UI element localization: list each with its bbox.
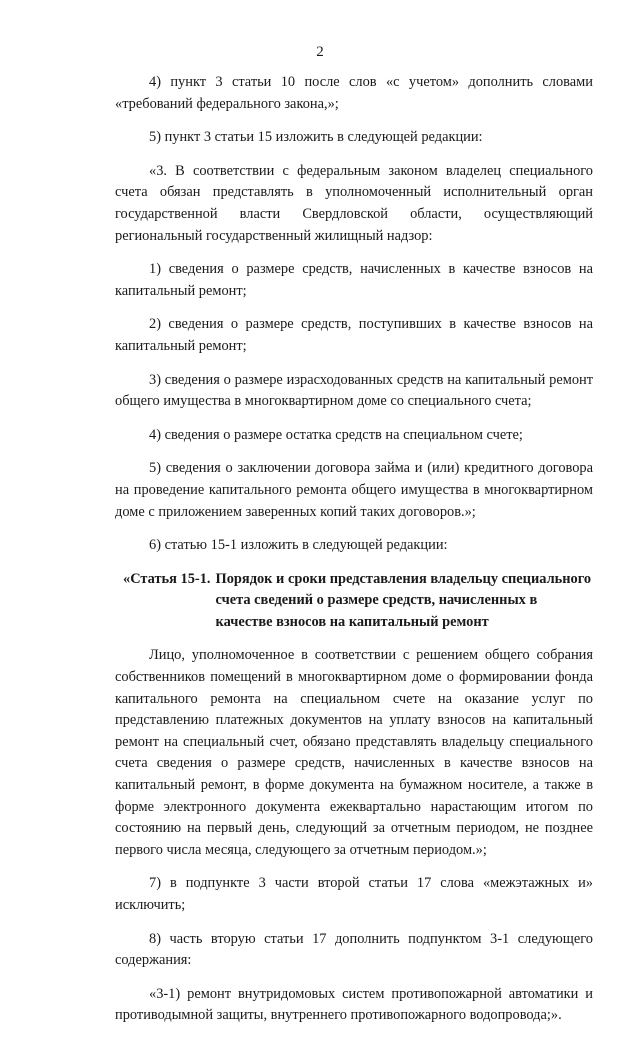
article-heading	[115, 569, 593, 634]
paragraph-article-15-1-body: Лицо, уполномоченное в соответствии с решением общего собрания собственников помещений в многоквартирном доме о формировании фонда капитального ремонта на специальном счете на оказание услуг по представлению платежных документов на уплату взносов на капитальный ремонт на специальный счет, обязано представлять владельцу специального счета сведения о размере средств, начисленных в качестве взносов на капитальный ремонт, в форме документа на бумажном носителе, а также в форме электронного документа ежеквартально нарастающим итогом по состоянию на первый день, следующий за отчетным периодом, не позднее первого числа месяца, следующего за отчетным периодом.»;	[115, 647, 593, 858]
paragraph-item-7: 7) в подпункте 3 части второй статьи 17 слова «межэтажных и» исключить;	[115, 875, 593, 913]
paragraph-item-5: 5) пункт 3 статьи 15 изложить в следующей редакции:	[149, 129, 483, 146]
paragraph-item-4: 4) пункт 3 статьи 10 после слов «с учетом» дополнить словами «требований федерального закона,»;	[115, 74, 593, 112]
paragraph-subitem-3-1: «3-1) ремонт внутридомовых систем противопожарной автоматики и противодымной защиты, внутреннего противопожарного водопровода;».	[115, 985, 593, 1024]
paragraph-item-6: 6) статью 15-1 изложить в следующей редакции:	[149, 537, 448, 554]
article-heading-title: Порядок и сроки представления владельцу специального счета сведений о размере средств, начисленных в качестве взносов на капитальный ремонт	[215, 570, 592, 630]
paragraph-subitem-4: 4) сведения о размере остатка средств на специальном счете;	[149, 426, 523, 443]
paragraph-subitem-3: 3) сведения о размере израсходованных средств на капитальный ремонт общего имущества в многоквартирном доме со специального счета;	[115, 371, 593, 410]
paragraph-subitem-2: 2) сведения о размере средств, поступивших в качестве взносов на капитальный ремонт;	[115, 316, 593, 354]
paragraph-article-15-point-3: «3. В соответствии с федеральным законом владелец специального счета обязан представлять в уполномоченный исполнительный орган государственной власти Свердловской области, осуществляющий региональный государственный жилищный надзор:	[115, 162, 593, 244]
article-heading-number: «Статья 15-1.	[123, 570, 211, 587]
document-body	[115, 72, 593, 1039]
paragraph-subitem-1: 1) сведения о размере средств, начисленных в качестве взносов на капитальный ремонт;	[115, 261, 593, 299]
paragraph-item-8: 8) часть вторую статьи 17 дополнить подпунктом 3-1 следующего содержания:	[115, 930, 593, 969]
page-number: 2	[316, 44, 324, 60]
paragraph-subitem-5: 5) сведения о заключении договора займа и (или) кредитного договора на проведение капитального ремонта общего имущества в многоквартирном доме с приложением заверенных копий таких договоров.»;	[115, 460, 593, 520]
